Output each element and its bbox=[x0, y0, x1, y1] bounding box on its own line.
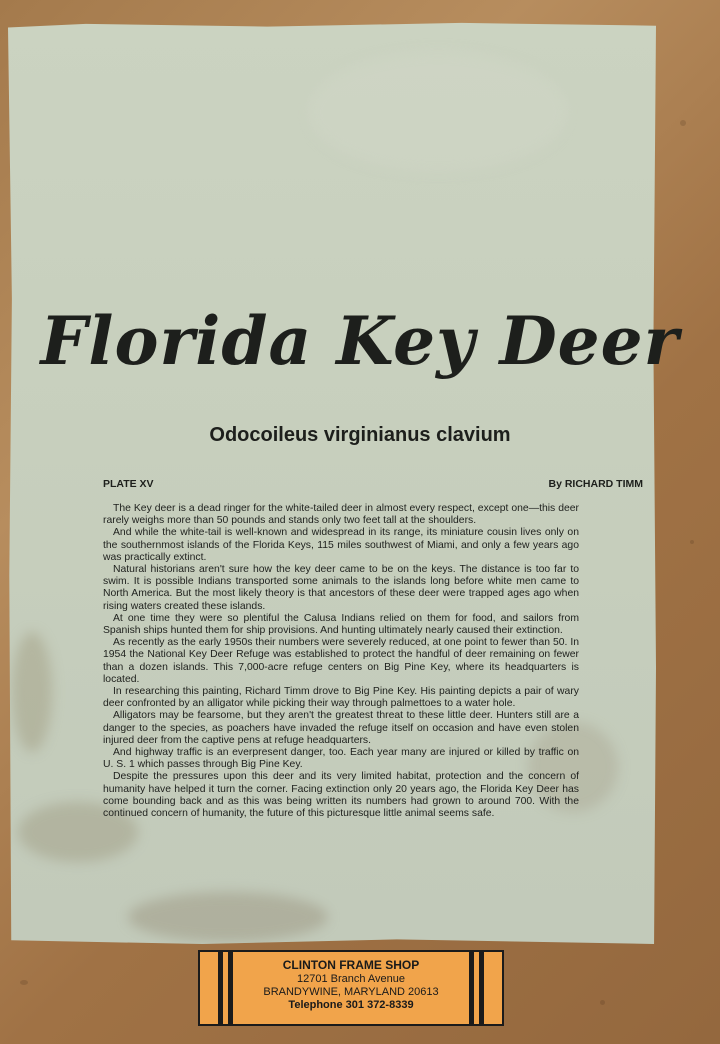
label-stripe bbox=[228, 952, 233, 1024]
shop-address: 12701 Branch Avenue bbox=[296, 973, 406, 985]
shop-city: BRANDYWINE, MARYLAND 20613 bbox=[263, 986, 439, 998]
paragraph: The Key deer is a dead ringer for the white-tailed deer in almost every respect, except one—this deer rarely weighs more than 50 pounds and stands only two feet tall at the shoulders. bbox=[103, 503, 579, 527]
paragraph: In researching this painting, Richard Timm drove to Big Pine Key. His painting depicts a pair of wary deer confronted by an alligator while picking their way through palmettoes to a water hole. bbox=[103, 686, 579, 710]
paragraph: At one time they were so plentiful the Calusa Indians relied on them for food, and sailors from Spanish ships hunted them for ship provisions. And hunting ultimately nearly caused their extinction. bbox=[103, 612, 579, 637]
paper-stain bbox=[12, 632, 52, 752]
label-stripe bbox=[479, 952, 484, 1024]
author-byline: By RICHARD TIMM bbox=[548, 478, 643, 490]
label-text bbox=[240, 959, 462, 1012]
paper-stain bbox=[128, 892, 328, 942]
paper-highlight bbox=[308, 52, 568, 172]
label-stripe bbox=[469, 952, 474, 1024]
board-speck bbox=[690, 540, 694, 544]
scientific-name: Odocoileus virginianus clavium bbox=[209, 424, 511, 446]
board-speck bbox=[680, 120, 686, 126]
label-stripe bbox=[218, 952, 223, 1024]
paragraph: Alligators may be fearsome, but they aren't the greatest threat to these little deer. Hunters still are a danger to the species, as poachers have invaded the refuge itself on occasion and have even stolen injured deer from the captive pens at refuge headquarters. bbox=[103, 710, 579, 746]
board-speck bbox=[20, 980, 28, 985]
plate-number: PLATE XV bbox=[103, 478, 154, 490]
shop-telephone: Telephone 301 372-8339 bbox=[288, 999, 414, 1011]
paragraph: Despite the pressures upon this deer and its very limited habitat, protection and the concern of humanity have helped it turn the corner. Facing extinction only 20 years ago, the Florida Key Deer has come bounding back and as this was being written its numbers had grown to around 700. With the continued concern of humanity, the future of this picturesque little animal seems safe. bbox=[103, 771, 579, 820]
paragraph: And highway traffic is an everpresent danger, too. Each year many are injured or killed by traffic on U. S. 1 which passes through Big Pine Key. bbox=[103, 747, 579, 771]
board-speck bbox=[600, 1000, 605, 1005]
paragraph: As recently as the early 1950s their numbers were severely reduced, at one point to fewer than 50. In 1954 the National Key Deer Refuge was established to protect the handful of deer remaining on fewer than a dozen islands. This 7,000-acre refuge centers on Big Pine Key, where its headquarters is located. bbox=[103, 637, 579, 685]
frame-shop-label bbox=[198, 950, 504, 1026]
shop-name: CLINTON FRAME SHOP bbox=[282, 958, 420, 972]
paragraph: Natural historians aren't sure how the key deer came to be on the keys. The distance is too far to swim. It is possible Indians transported some animals to the islands long before white men came to North America. But the most likely theory is that ancestors of these deer were trapped ages ago when rising waters created these islands. bbox=[103, 564, 579, 612]
paragraph: And while the white-tail is well-known and widespread in its range, its miniature cousin lives only on the southernmost islands of the Florida Keys, 115 miles southwest of Miami, and only a few years ago was practically extinct. bbox=[103, 527, 579, 563]
article-body bbox=[103, 503, 579, 820]
document-title: Florida Key Deer bbox=[40, 302, 680, 380]
